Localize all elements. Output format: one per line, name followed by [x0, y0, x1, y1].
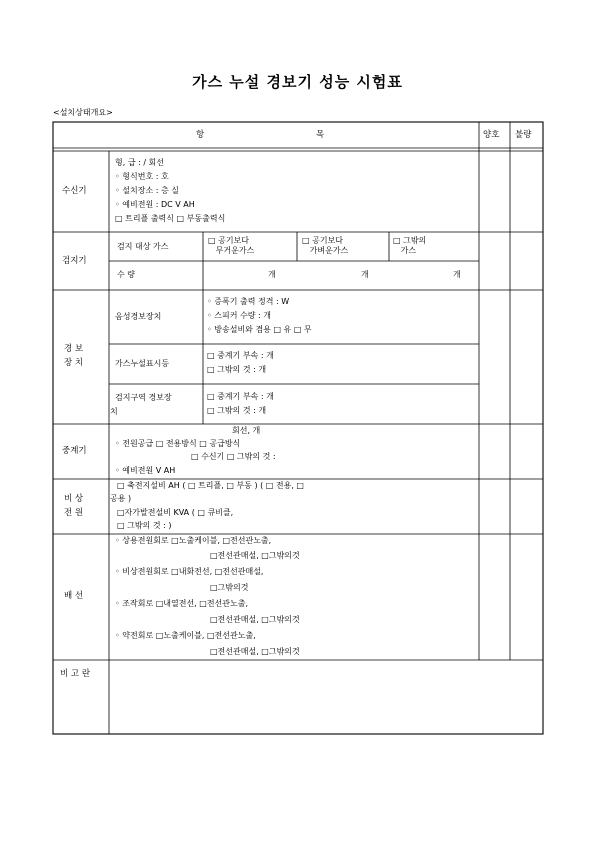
receiver-line: ◦ 설치장소 : 층 실	[115, 186, 179, 195]
emergency-line: □자가발전설비 KVA ( □ 큐비클,	[117, 508, 234, 517]
detector-unit: 개	[361, 270, 369, 279]
wiring-line: □전선관매설, □그밖의것	[210, 551, 300, 560]
zone-alarm-line: □ 중계기 부속 : 개	[207, 392, 274, 401]
alarm-label: 장 치	[64, 358, 84, 368]
receiver-line: ◦ 형식번호 : 호	[115, 172, 169, 181]
header-good: 양호	[483, 130, 500, 140]
header-item-1: 항	[196, 130, 205, 140]
detector-option: □ 공기보다 가벼운가스	[302, 236, 349, 255]
relay-line: ◦ 예비전원 V AH	[115, 466, 176, 475]
wiring-line: □전선관매설, □그밖의것	[210, 615, 300, 624]
zone-alarm-label: 치	[110, 407, 118, 416]
wiring-line: □그밖의것	[210, 583, 249, 592]
header-item-2: 목	[316, 130, 325, 140]
detector-option: □ 공기보다 무거운가스	[208, 236, 255, 255]
leak-lamp-line: □ 그밖의 것 : 개	[207, 365, 267, 374]
detector-label: 검지기	[62, 256, 87, 266]
header-bad: 불량	[515, 130, 532, 140]
leak-lamp-line: □ 중계기 부속 : 개	[207, 351, 274, 360]
wiring-line: □전선관매설, □그밖의것	[210, 647, 300, 656]
remarks-label: 비 고 란	[60, 669, 91, 679]
zone-alarm-line: □ 그밖의 것 : 개	[207, 406, 267, 415]
emergency-line: 공용 )	[110, 494, 132, 503]
wiring-line: ◦ 상용전원회로 □노출케이블, □전선관노출,	[115, 536, 272, 545]
wiring-label: 배 선	[64, 591, 84, 601]
receiver-line: ◦ 예비전원 : DC V AH	[115, 200, 195, 209]
leak-lamp-label: 가스누설표시등	[115, 359, 170, 368]
relay-line: ◦ 전원공급 □ 전용방식 □ 공급방식	[115, 439, 241, 448]
wiring-line: ◦ 약전회로 □노출케이블, □전선관노출,	[115, 631, 256, 640]
emergency-line: □ 그밖의 것 : )	[117, 521, 172, 530]
receiver-label: 수신기	[62, 186, 87, 196]
page-title: 가스 누설 경보기 성능 시험표	[192, 73, 403, 91]
voice-alarm-line: ◦ 증폭기 출력 정격 : W	[207, 297, 290, 306]
emergency-line: □ 축전지설비 AH ( □ 트리플, □ 부동 ) ( □ 전용, □	[117, 481, 304, 490]
receiver-line: □ 트리플 출력식 □ 부동출력식	[115, 214, 226, 223]
detector-option: □ 그밖의 가스	[393, 236, 427, 255]
wiring-line: ◦ 비상전원회로 □내화전선, □전선관매설,	[115, 567, 264, 576]
emergency-power-label: 전 원	[64, 508, 84, 518]
relay-line: □ 수신기 □ 그밖의 것 :	[191, 452, 276, 461]
voice-alarm-label: 음성경보장치	[115, 312, 162, 321]
detector-target-label: 검지 대상 가스	[117, 242, 169, 251]
wiring-line: ◦ 조작회로 □내열전선, □전선관노출,	[115, 599, 249, 608]
detector-unit: 개	[453, 270, 461, 279]
relay-line: 회선, 개	[232, 426, 261, 435]
section-caption: <설치상태개요>	[53, 108, 113, 117]
zone-alarm-label: 검지구역 경보장	[115, 393, 172, 402]
voice-alarm-line: ◦ 스피커 수량 : 개	[207, 311, 271, 320]
detector-unit: 개	[268, 270, 276, 279]
remarks-field[interactable]	[110, 661, 542, 733]
receiver-line: 형, 급 : / 회선	[115, 158, 165, 167]
relay-label: 중계기	[62, 446, 87, 456]
emergency-power-label: 비 상	[64, 494, 84, 504]
detector-qty-label: 수 량	[117, 270, 135, 279]
voice-alarm-line: ◦ 방송설비와 겸용 □ 유 □ 무	[207, 325, 312, 334]
alarm-label: 경 보	[64, 344, 84, 354]
